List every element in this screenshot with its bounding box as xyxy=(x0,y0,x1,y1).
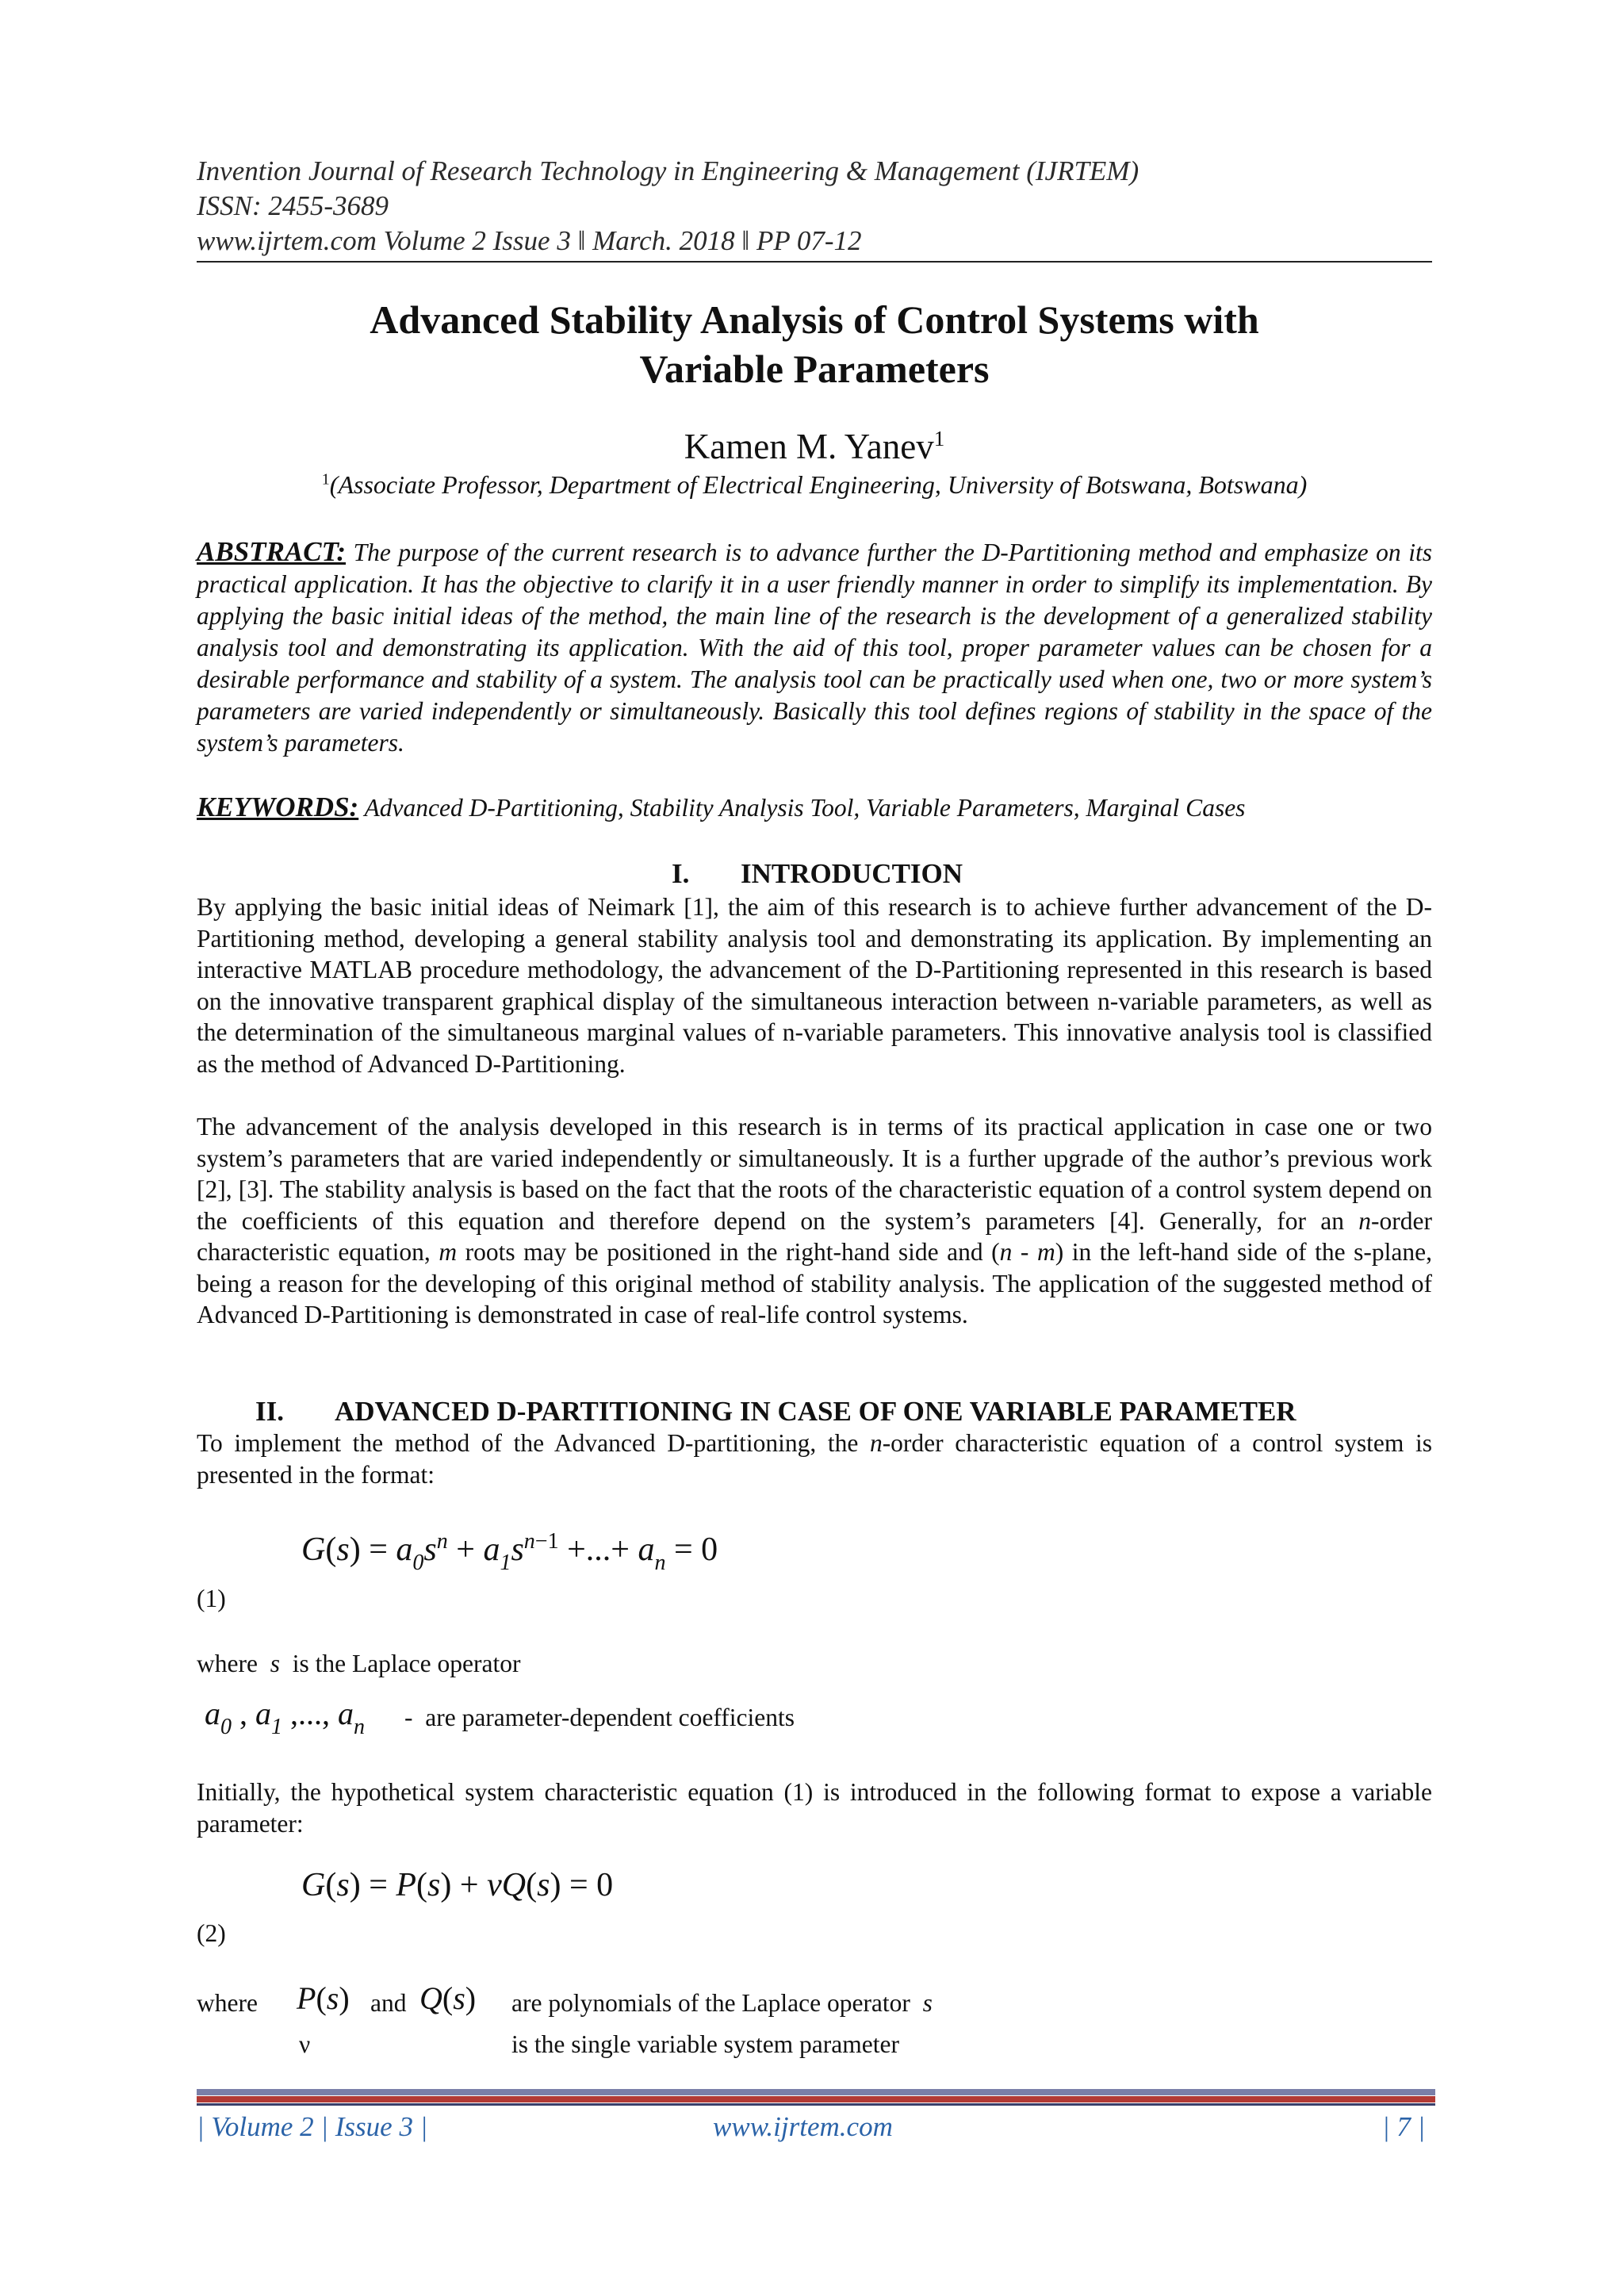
where-laplace-line: where s is the Laplace operator xyxy=(197,1650,521,1677)
header-rule xyxy=(197,261,1432,263)
and-word: and xyxy=(370,1989,407,2017)
affiliation-superscript: 1 xyxy=(321,470,330,489)
footer-rule-middle xyxy=(197,2096,1435,2102)
abstract-label: ABSTRACT: xyxy=(197,536,347,567)
intro-paragraph-1: By applying the basic initial ideas of Neimark [1], the aim of this research is to achieve further advancement of the D-Partitioning method, developing a general stability analysis tool and demonstrating its application. By implementing an interactive MATLAB procedure methodology, the advancement of the D-Partitioning represented in this research is based on the innovative transparent graphical display of the simultaneous interaction between n-variable parameters, as well as the determination of the simultaneous marginal values of n-variable parameters. This innovative analysis tool is classified as the method of Advanced D-Partitioning. xyxy=(197,893,1432,1078)
nu-symbol: ν xyxy=(299,2030,311,2058)
footer-rule-top xyxy=(197,2089,1435,2095)
paragraph-initially: Initially, the hypothetical system characteristic equation (1) is introduced in the following format to expose a variable parameter: xyxy=(197,1778,1432,1838)
article-title-line-1: Advanced Stability Analysis of Control Systems with xyxy=(370,297,1259,342)
keywords-label: KEYWORDS: xyxy=(197,792,359,822)
journal-name: Invention Journal of Research Technology in Engineering & Management (IJRTEM) xyxy=(197,155,1139,186)
section-2-heading: ADVANCED D-PARTITIONING IN CASE OF ONE VARIABLE PARAMETER xyxy=(335,1396,1297,1427)
equation-2-number: (2) xyxy=(197,1919,226,1947)
nu-description: is the single variable system parameter xyxy=(511,2030,899,2058)
equation-2: G(s) = P(s) + vQ(s) = 0 xyxy=(301,1867,614,1903)
coefficient-list: $a_0$ , $a_1$ ,..., $a_n$ xyxy=(205,1696,365,1739)
abstract-text: The purpose of the current research is to advance further the D-Partitioning method and emphasize on its practical application. It has the objective to clarify it in a user friendly manner in order to simplify its implementation. By applying the basic initial ideas of the method, the main line of the research is the development of a generalized stability analysis tool and demonstrating its application. With the aid of this tool, proper parameter values can be chosen for a desirable performance and stability of a system. The analysis tool can be practically used when one, two or more system’s parameters are varied independently or simultaneously. Basically this tool defines regions of stability in the space of the system’s parameters. xyxy=(197,539,1433,757)
author-affiliation: $^1$(Associate Professor, Department of Electrical Engineering, University of Botswana, Botswana) xyxy=(321,470,1308,499)
equation-1-number: (1) xyxy=(197,1585,226,1612)
equation-1: $G(s) = a_0s^n + a_1s^{n-1}$ +...+ $a_n = 0$ xyxy=(301,1529,718,1576)
p-of-s: P(s) xyxy=(297,1980,350,2016)
section-2-intro: To implement the method of the Advanced D-partitioning, the n-order characteristic equation of a control system is presented in the format: xyxy=(197,1429,1432,1489)
footer-volume-issue: | Volume 2 | Issue 3 | xyxy=(197,2111,428,2142)
abstract xyxy=(197,536,1432,759)
intro-paragraph-2: The advancement of the analysis developed in this research is in terms of its practical application in case one or two system’s parameters that are varied independently or simultaneously. It is a further upgrade of the author’s previous work [2], [3]. The stability analysis is based on the fact that the roots of the characteristic equation of a control system depend on the coefficients of this equation and therefore depend on the system’s parameters [4]. Generally, for an n-order characteristic equation, m roots may be positioned in the right-hand side and (n - m) in the left-hand side of the s-plane, being a reason for the developing of this original method of stability analysis. The application of the suggested method of Advanced D-Partitioning is demonstrated in case of real-life control systems. xyxy=(197,1113,1432,1328)
footer-rule-bottom xyxy=(197,2103,1435,2106)
footer-website-link[interactable]: www.ijrtem.com xyxy=(713,2111,893,2142)
q-of-s: Q(s) xyxy=(419,1980,477,2016)
author-name: Kamen M. Yanev$^1$ xyxy=(684,427,945,466)
section-1-number: I. xyxy=(672,858,690,889)
coefficient-description: - are parameter-dependent coefficients xyxy=(404,1704,795,1731)
footer-page-number: | 7 | xyxy=(1382,2111,1426,2142)
pq-description: are polynomials of the Laplace operator s xyxy=(511,1989,933,2017)
author-superscript: 1 xyxy=(933,427,945,450)
section-1-heading: INTRODUCTION xyxy=(741,858,963,889)
journal-issn: ISSN: 2455-3689 xyxy=(197,190,389,221)
where-label: where xyxy=(197,1989,258,2017)
article-title-line-2: Variable Parameters xyxy=(639,347,990,391)
journal-issue-line: www.ijrtem.com Volume 2 Issue 3 ǁ March. 2018 ǁ PP 07-12 xyxy=(197,225,862,256)
keywords xyxy=(197,792,1432,823)
keywords-text: Advanced D-Partitioning, Stability Analysis Tool, Variable Parameters, Marginal Cases xyxy=(364,794,1246,822)
section-2-number: II. xyxy=(255,1396,284,1427)
